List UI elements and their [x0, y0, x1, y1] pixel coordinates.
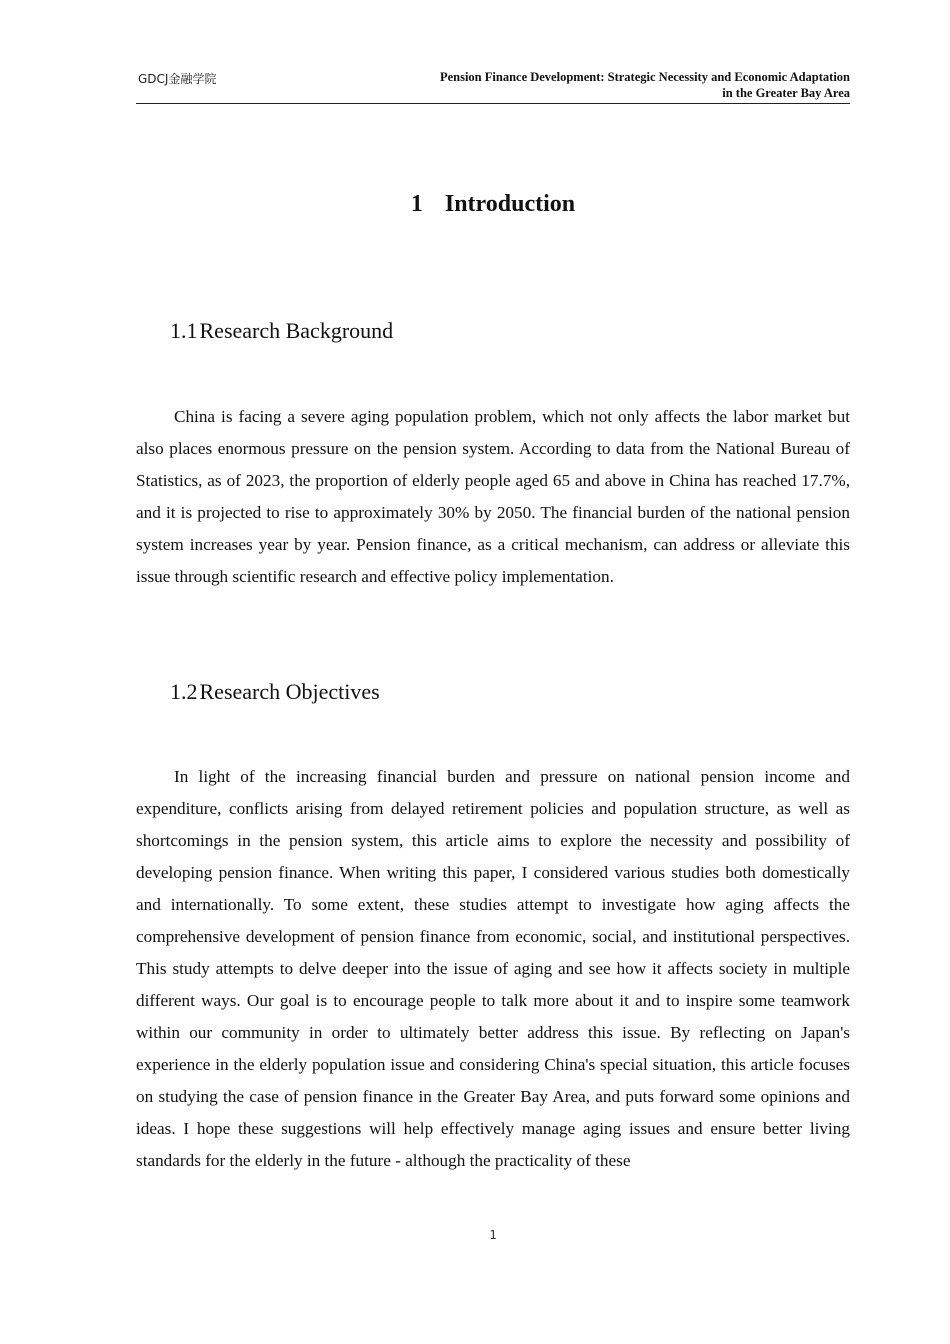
paragraph-research-background: China is facing a severe aging population problem, which not only affects the labor market but also places enormous pressure on the pension system. According to data from the National Bureau of Statistics, as of 2023, the proportion of elderly people aged 65 and above in China has reached 17.7%, and it is projected to rise to approximately 30% by 2050. The financial burden of the national pension system increases year by year. Pension finance, as a critical mechanism, can address or alleviate this issue through scientific research and effective policy implementation.	[136, 407, 850, 586]
header-paper-title	[350, 69, 850, 101]
header-title-line-1: Pension Finance Development: Strategic Necessity and Economic Adaptation	[439, 70, 850, 84]
chapter-title-text: Introduction	[444, 191, 576, 217]
chapter-title	[136, 188, 850, 220]
section-heading-research-background	[170, 316, 393, 346]
header-institution: GDCJ金融学院	[138, 72, 217, 86]
section-number: 1.1	[170, 318, 198, 343]
section-number: 1.2	[170, 679, 198, 704]
page-number: 1	[489, 1228, 497, 1242]
running-header	[136, 66, 850, 104]
chapter-number: 1	[410, 191, 423, 217]
paragraph-research-objectives: In light of the increasing financial burden and pressure on national pension income and expenditure, conflicts arising from delayed retirement policies and population structure, as well as shortcomings in the pension system, this article aims to explore the necessity and possibility of developing pension finance. When writing this paper, I considered various studies both domestically and internationally. To some extent, these studies attempt to investigate how aging affects the comprehensive development of pension finance from economic, social, and institutional perspectives. This study attempts to delve deeper into the issue of aging and see how it affects society in multiple different ways. Our goal is to encourage people to talk more about it and to inspire some teamwork within our community in order to ultimately better address this issue. By reflecting on Japan's experience in the elderly population issue and considering China's special situation, this article focuses on studying the case of pension finance in the Greater Bay Area, and puts forward some opinions and ideas. I hope these suggestions will help effectively manage aging issues and ensure better living standards for the elderly in the future - although the practicality of these	[136, 767, 850, 1170]
section-heading-research-objectives	[170, 677, 380, 707]
section-title-text: Research Objectives	[199, 679, 380, 704]
section-title-text: Research Background	[199, 318, 394, 343]
header-title-line-2: in the Greater Bay Area	[722, 86, 850, 100]
